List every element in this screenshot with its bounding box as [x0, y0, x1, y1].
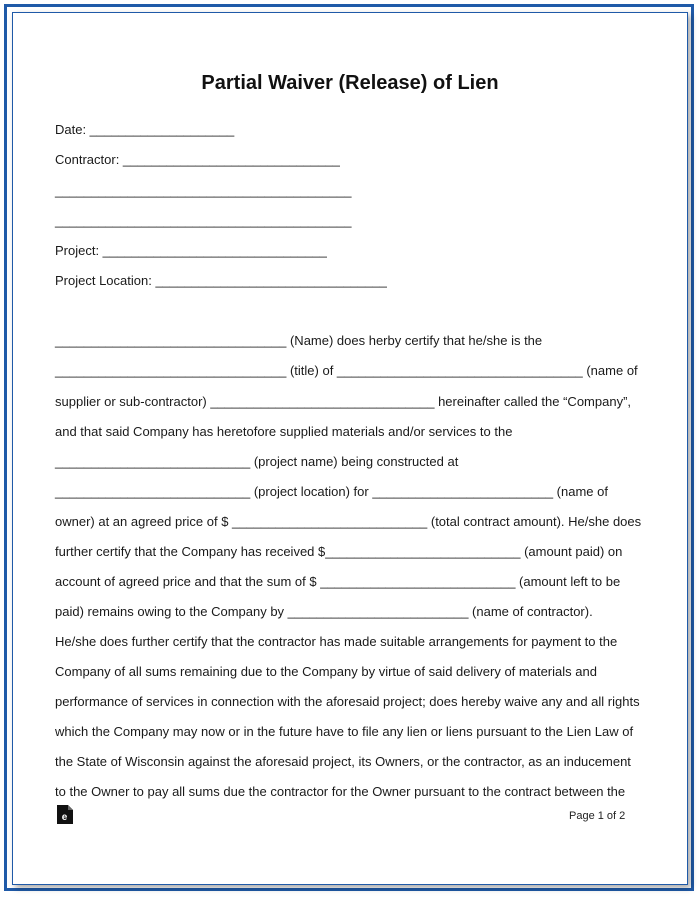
document-e-icon [57, 805, 73, 824]
document-title: Partial Waiver (Release) of Lien [201, 72, 499, 94]
body-line: which the Company may now or in the future have to file any lien or liens pursuant to the Lien Law of [55, 724, 634, 739]
contractor-line-3: _________________________________________ [55, 213, 352, 228]
body-line: owner) at an agreed price of $ ___________________________ (total contract amount). He/she does [55, 514, 642, 529]
body-line: account of agreed price and that the sum of $ ___________________________ (amount left to be [55, 574, 621, 589]
page-number: Page 1 of 2 [569, 810, 626, 822]
body-line: and that said Company has heretofore supplied materials and/or services to the [55, 424, 513, 439]
project-field: Project: _______________________________ [55, 243, 327, 258]
body-line: ___________________________ (project location) for _________________________ (name of [55, 484, 608, 499]
body-line: ___________________________ (project name) being constructed at [55, 454, 459, 469]
body-line: supplier or sub-contractor) _______________________________ hereinafter called the “Company”, [55, 394, 632, 409]
contractor-field: Contractor: ______________________________ [55, 152, 340, 167]
contractor-line-2: _________________________________________ [55, 183, 352, 198]
body-line: ________________________________ (title) of __________________________________ (name of [55, 363, 638, 378]
body-line: performance of services in connection with the aforesaid project; does hereby waive any and all rights [55, 694, 640, 709]
body-line: ________________________________ (Name) does herby certify that he/she is the [55, 333, 543, 348]
body-line: to the Owner to pay all sums due the contractor for the Owner pursuant to the contract between the [55, 784, 626, 799]
project-location-field: Project Location: ________________________________ [55, 273, 387, 288]
body-line: the State of Wisconsin against the aforesaid project, its Owners, or the contractor, as an inducement [55, 754, 631, 769]
body-line: Company of all sums remaining due to the Company by virtue of said delivery of materials and [55, 664, 597, 679]
body-line: paid) remains owing to the Company by _________________________ (name of contractor). [55, 604, 593, 619]
svg-text:e: e [61, 812, 68, 823]
body-line: further certify that the Company has received $___________________________ (amount paid) on [55, 544, 623, 559]
body-line: He/she does further certify that the contractor has made suitable arrangements for payment to the [55, 634, 618, 649]
date-field: Date: ____________________ [55, 122, 235, 137]
